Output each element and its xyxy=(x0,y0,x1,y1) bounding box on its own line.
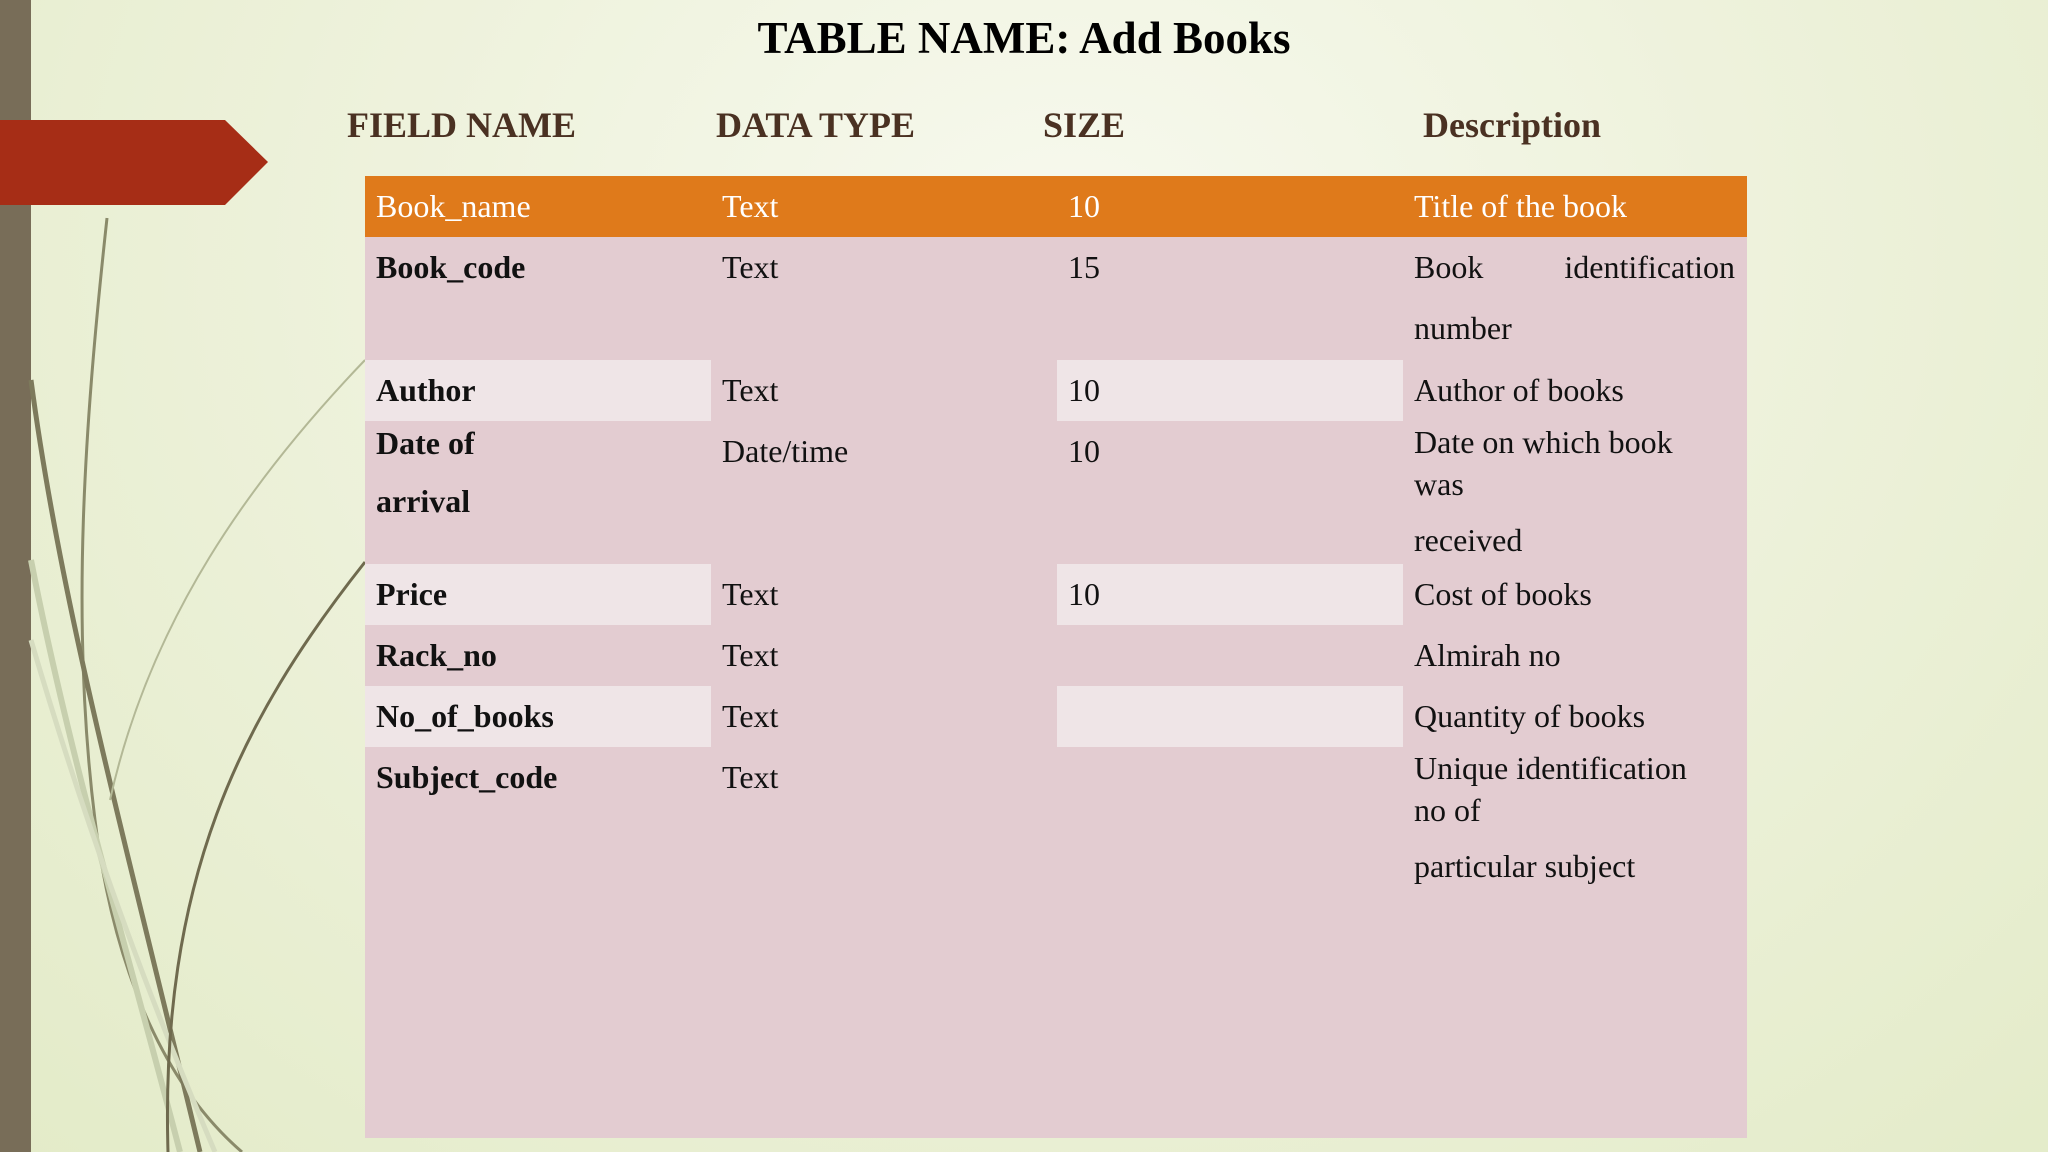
cell-field-name: Price xyxy=(365,564,711,625)
cell-data-type: Text xyxy=(722,249,779,285)
cell-data-type: Text xyxy=(722,637,779,673)
description-line-1: Date on which book xyxy=(1414,424,1673,460)
cell-data-type: Text xyxy=(722,576,779,612)
column-header-description: Description xyxy=(1423,105,1601,145)
description-line-1b: identification xyxy=(1564,249,1735,285)
cell-description xyxy=(1403,747,1747,901)
description-line-1: Unique identification xyxy=(1414,750,1687,786)
cell-field-name: Book_code xyxy=(376,249,526,285)
cell-data-type: Date/time xyxy=(722,433,849,469)
cell-size: 15 xyxy=(1068,249,1100,285)
cell-field-name: No_of_books xyxy=(365,686,711,747)
cell-description: Almirah no xyxy=(1414,637,1561,673)
cell-data-type: Text xyxy=(722,372,779,408)
description-line-2: no of xyxy=(1414,792,1481,828)
description-line-3: particular subject xyxy=(1414,848,1636,884)
description-line-2: was xyxy=(1414,466,1464,502)
cell-description: Author of books xyxy=(1414,372,1624,408)
cell-description: Title of the book xyxy=(1414,188,1628,224)
column-header-size: SIZE xyxy=(1043,105,1126,145)
cell-field-name: Subject_code xyxy=(376,759,558,795)
cell-field-name: Rack_no xyxy=(376,637,497,673)
description-line-3: received xyxy=(1414,522,1523,558)
table-row-book-name xyxy=(365,176,1747,237)
cell-size: 10 xyxy=(1068,188,1100,224)
cell-description: Cost of books xyxy=(1414,576,1592,612)
field-line-2: arrival xyxy=(376,483,471,519)
cell-field-name: Author xyxy=(365,360,711,421)
table-row-subject-code xyxy=(365,747,1747,907)
cell-description: Quantity of books xyxy=(1414,698,1646,734)
description-line-2: number xyxy=(1414,310,1512,346)
field-line-1: Date of xyxy=(376,425,475,461)
table-row-price xyxy=(365,564,1747,625)
red-arrow-shape xyxy=(0,120,268,205)
table-row-no-of-books xyxy=(365,686,1747,747)
table-row-book-code xyxy=(365,237,1747,360)
cell-data-type: Text xyxy=(722,759,779,795)
cell-size: 10 xyxy=(1068,433,1100,469)
slide-title: TABLE NAME: Add Books xyxy=(757,13,1291,63)
description-line-1a: Book xyxy=(1414,249,1484,285)
cell-size: 10 xyxy=(1057,360,1403,421)
cell-field-name: Book_name xyxy=(376,188,531,224)
table-row-author xyxy=(365,360,1747,421)
cell-data-type: Text xyxy=(722,188,779,224)
table-row-date-of-arrival xyxy=(365,421,1747,564)
cell-description xyxy=(1403,237,1747,359)
column-header-field-name: FIELD NAME xyxy=(347,105,577,145)
cell-size xyxy=(1057,686,1403,747)
table-row-rack-no xyxy=(365,625,1747,686)
cell-description xyxy=(1403,421,1747,575)
column-header-data-type: DATA TYPE xyxy=(716,105,916,145)
cell-data-type: Text xyxy=(722,698,779,734)
cell-field-name xyxy=(365,421,711,537)
cell-size: 10 xyxy=(1057,564,1403,625)
